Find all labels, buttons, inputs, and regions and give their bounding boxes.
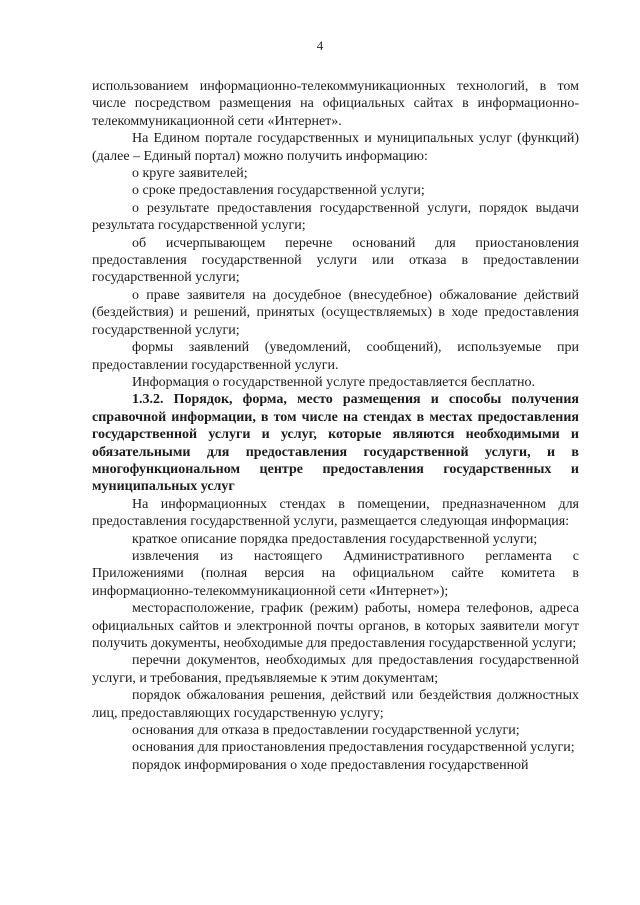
- body-paragraph: основания для отказа в предоставлении государственной услуги;: [132, 723, 520, 739]
- body-paragraph: извлечения из настоящего Административного регламента с Приложениями (полная версия на официальном сайте комитета в информационно-телекоммуникационной сети «Интернет»);: [92, 548, 579, 599]
- section-heading: 1.3.2. Порядок, форма, место размещения и способы получения справочной информации, в том числе на стендах в местах предоставления государственной услуги и услуг, которые являются необходимыми и обязательными для предоставления государственной услуги, и в многофункциональном центре предоставления государственных и муниципальных услуг: [92, 392, 579, 495]
- body-paragraph: использованием информационно-телекоммуникационных технологий, в том числе посредством размещения на официальных сайтах в информационно-телекоммуникационной сети «Интернет».: [92, 79, 579, 129]
- page-number: 4: [316, 38, 324, 53]
- body-paragraph: месторасположение, график (режим) работы, номера телефонов, адреса официальных сайтов и электронной почты органов, в которых заявители могут получить документы, необходимые для предоставления государственной услуги;: [92, 601, 579, 651]
- body-paragraph: о праве заявителя на досудебное (внесудебное) обжалование действий (бездействия) и решений, принятых (осуществляемых) в ходе предоставления государственной услуги;: [92, 287, 579, 338]
- body-paragraph: о результате предоставления государственной услуги, порядок выдачи результата государственной услуги;: [92, 200, 579, 234]
- body-paragraph: На Едином портале государственных и муниципальных услуг (функций) (далее – Единый портал) можно получить информацию:: [92, 131, 579, 164]
- body-paragraph: Информация о государственной услуге предоставляется бесплатно.: [132, 374, 535, 390]
- body-paragraph: об исчерпывающем перечне оснований для приостановления предоставления государственной услуги или отказа в предоставлении государственной услуги;: [92, 235, 579, 286]
- body-paragraph: основания для приостановления предоставления государственной услуги;: [132, 740, 575, 756]
- body-paragraph: краткое описание порядка предоставления государственной услуги;: [132, 531, 538, 547]
- body-paragraph: перечни документов, необходимых для предоставления государственной услуги, и требования, предъявляемые к этим документам;: [92, 653, 579, 686]
- body-paragraph: порядок информирования о ходе предоставления государственной: [132, 757, 529, 773]
- body-paragraph: На информационных стендах в помещении, предназначенном для предоставления государственной услуги, размещается следующая информация:: [92, 496, 579, 530]
- body-paragraph: о круге заявителей;: [132, 166, 248, 182]
- body-paragraph: порядок обжалования решения, действий или бездействия должностных лиц, предоставляющих государственную услугу;: [92, 688, 579, 721]
- body-paragraph: о сроке предоставления государственной услуги;: [132, 183, 425, 199]
- body-paragraph: формы заявлений (уведомлений, сообщений), используемые при предоставлении государственной услуги.: [92, 340, 579, 373]
- document-body: [92, 78, 579, 774]
